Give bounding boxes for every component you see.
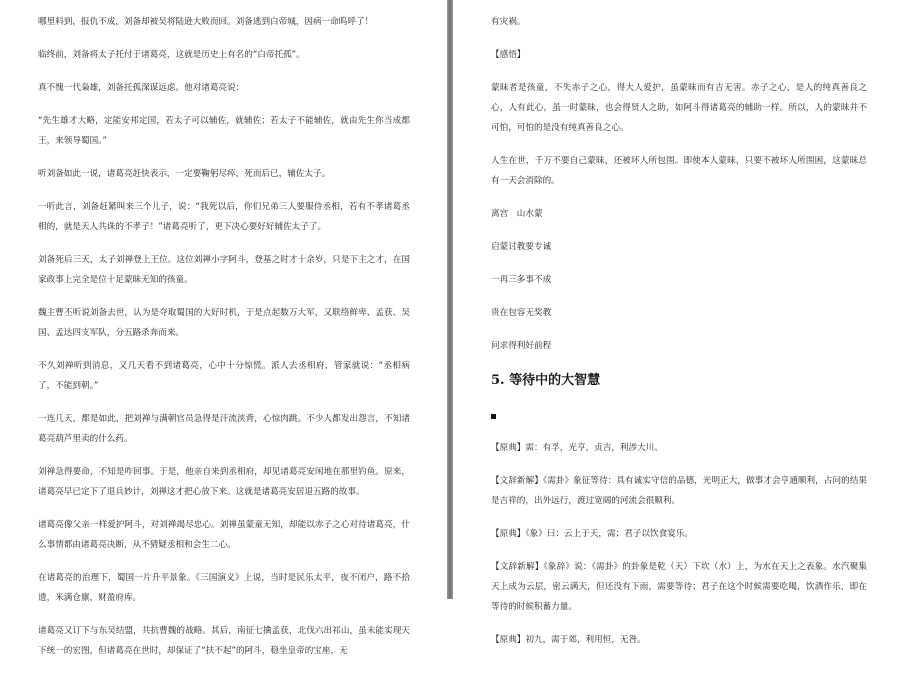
paragraph: 诸葛亮又订下与东吴结盟，共抗曹魏的战略。其后，南征七擒孟获，北伐六出祁山，虽未能实现天下统一的宏图，但诸葛亮在世时，却保证了“扶不起”的阿斗，稳坐皇帝的宝座，无 <box>38 626 410 656</box>
paragraph: 蒙昧者是孩童，不失赤子之心，得大人爱护，虽蒙昧而有吉无害。赤子之心，是人的纯真善良之心，人有此心，虽一时蒙昧，也会得贤人之助，如阿斗得诸葛亮的辅助一样。所以，人的蒙昧并不可怕，可怕的是没有纯真善良之心。 <box>491 83 867 133</box>
paragraph: 【文辞新解】《需卦》象征等待：具有诚实守信的品德，光明正大，做事才会亨通顺利，占问的结果是吉祥的，出外远行，渡过宽阔的河流会很顺利。 <box>491 476 867 506</box>
paragraph: 一连几天，都是如此，把刘禅与满朝官员急得是汗流浃背，心惊肉跳。不少人都发出怨言，不知诸葛亮葫芦里卖的什么药。 <box>38 414 410 444</box>
verse-line: 启蒙讨教要专诚 <box>491 242 552 252</box>
paragraph: 刘备死后三天，太子刘禅登上王位。这位刘禅小字阿斗，登基之时才十余岁，只是下主之才，在国家政事上完全是位十足蒙昧无知的孩童。 <box>38 255 410 285</box>
section-label: 【感悟】 <box>491 50 526 60</box>
right-page-text <box>491 12 867 663</box>
paragraph: 临终前，刘备将太子托付于诸葛亮，这就是历史上有名的“白帝托孤”。 <box>38 50 305 60</box>
paragraph: “先生雄才大略，定能安邦定国，若太子可以辅佐，就辅佐；若太子不能辅佐，就由先生你当成都王，来领导蜀国。” <box>38 116 410 146</box>
verse-line: 一再三多事不成 <box>491 275 552 285</box>
paragraph: 在诸葛亮的治理下，蜀国一片升平景象。《三国演义》上说，当时是民乐太平，夜不闭户，路不拾遗，米满仓廪，财盈府库。 <box>38 573 410 603</box>
verse-line: 问求得利好前程 <box>491 341 552 351</box>
paragraph: 听刘备如此一说，诸葛亮赶快表示，一定要鞠躬尽瘁，死而后已，辅佐太子。 <box>38 169 331 179</box>
paragraph: 哪里料到，报仇不成，刘备却被吴将陆逊大败而回。刘备逃到白帝城，因病一命呜呼了！ <box>38 17 374 27</box>
paragraph: 【文辞新解】《象辞》说：《需卦》的卦象是乾（天）下坎（水）上，为水在天上之表象。水汽聚集天上成为云层，密云满天，但还没有下雨，需要等待；君子在这个时候需要吃喝，饮酒作乐，即在等待的时候积蓄力量。 <box>491 562 867 612</box>
paragraph: 一听此言，刘备赶紧叫来三个儿子，说：“我死以后，你们兄弟三人要服侍丞相，若有不孝诸葛丞相的，就是天人共诛的不孝子！”诸葛亮听了，更下决心要好好辅佐太子了。 <box>38 202 410 232</box>
square-bullet-icon <box>491 408 867 426</box>
verse-line: 贵在包容无奖教 <box>491 308 552 318</box>
paragraph: 不久刘禅听到消息，又几天看不到诸葛亮，心中十分惊慌。派人去丞相府，管家就说：“丞相病了，不能到朝。” <box>38 361 410 391</box>
right-page <box>453 0 899 645</box>
paragraph: 人生在世，千万不要自己蒙昧，还被坏人所包围。即使本人蒙昧，只要不被坏人所围困，这蒙昧总有一天会消除的。 <box>491 156 867 186</box>
paragraph: 【原典】初九，需于郊，利用恒，无咎。 <box>491 635 646 645</box>
paragraph: 诸葛亮像父亲一样爱护阿斗，对刘禅竭尽忠心。刘禅虽蒙童无知，却能以赤子之心对待诸葛亮，什么事情都由诸葛亮决断，从不猜疑丞相和会生二心。 <box>38 520 410 550</box>
paragraph: 【原典】《象》曰：云上于天，需；君子以饮食宴乐。 <box>491 529 693 539</box>
left-page-text <box>38 12 410 674</box>
left-page <box>0 0 447 656</box>
paragraph: 真不愧一代枭雄，刘备托孤深谋远虑。他对诸葛亮说： <box>38 83 245 93</box>
paragraph: 【原典】需：有孚，光亨，贞吉，利涉大川。 <box>491 443 663 453</box>
paragraph: 魏主曹丕听说刘备去世，认为是夺取蜀国的大好时机，于是点起数万大军，又联络鲜卑、孟获、吴国、孟达四支军队，分五路杀奔而来。 <box>38 308 410 338</box>
verse-line: 离宫 山水蒙 <box>491 209 543 219</box>
section-heading: 5. 等待中的大智慧 <box>491 373 601 388</box>
paragraph: 有灾祸。 <box>491 17 526 27</box>
paragraph: 刘禅急得要命，不知是咋回事。于是，他亲自来到丞相府，却见诸葛亮安闲地在那里钓鱼。原来，诸葛亮早已定下了退兵妙计，刘禅这才把心放下来。这就是诸葛亮安居退五路的故事。 <box>38 467 410 497</box>
